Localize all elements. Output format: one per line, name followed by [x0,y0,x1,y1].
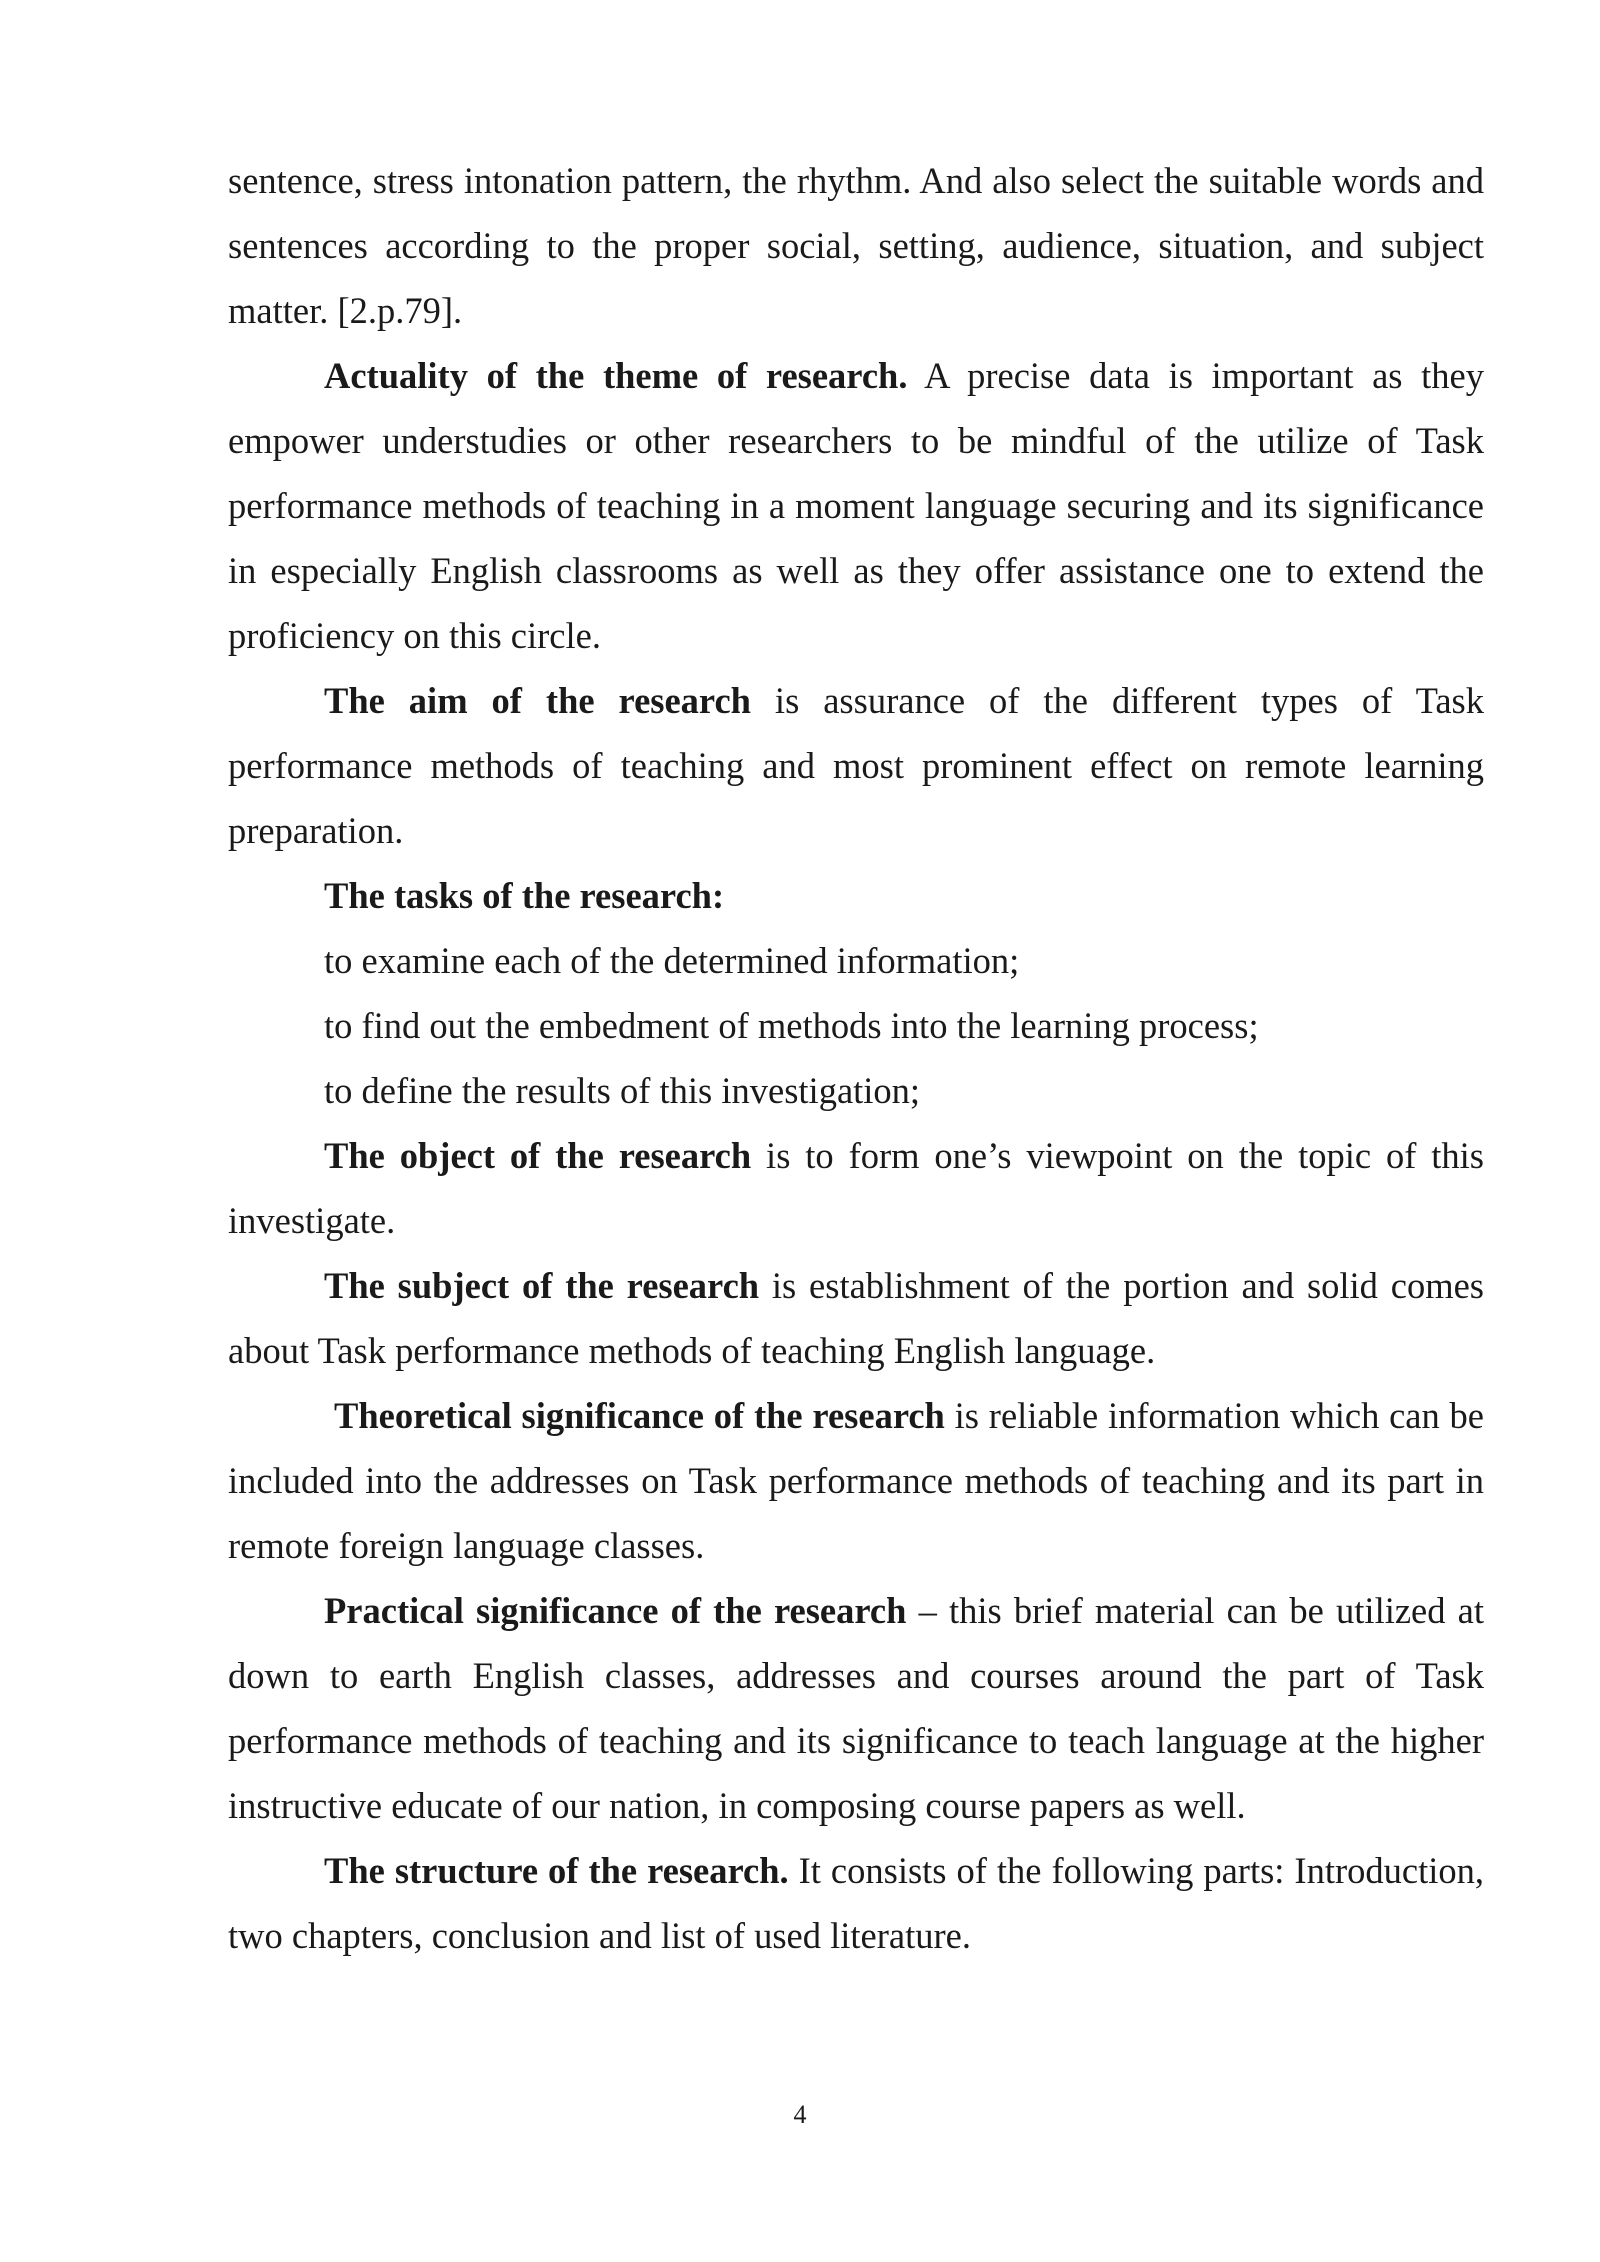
paragraph-heading: Theoretical significance of the research [334,1395,945,1436]
paragraph-heading: The subject of the research [324,1265,760,1306]
paragraph-text: – this brief material can be utilized at down to earth English classes, addresses and courses around the part of Task performance methods of teaching and its significance to teach language at the higher instructive educate of our nation, in composing course papers as well. [228,1590,1484,1826]
task-item [228,993,1484,1058]
paragraph-text: sentence, stress intonation pattern, the rhythm. And also select the suitable words and sentences according to the proper social, setting, audience, situation, and subject matter. [2.p.79]. [228,160,1484,331]
paragraph-text: It consists of the following parts: Introduction, two chapters, conclusion and list of used literature. [228,1850,1484,1956]
paragraph-continuation [228,148,1484,343]
paragraph-heading: Practical significance of the research [324,1590,907,1631]
paragraph-object [228,1123,1484,1253]
tasks-heading-line [228,863,1484,928]
paragraph-heading: The structure of the research. [324,1850,789,1891]
task-item-text: to find out the embedment of methods into the learning process; [324,1005,1259,1046]
paragraph-text: is establishment of the portion and solid comes about Task performance methods of teaching English language. [228,1265,1484,1371]
paragraph-heading: The object of the research [324,1135,752,1176]
paragraph-subject [228,1253,1484,1383]
page-body [228,148,1484,1968]
paragraph-structure [228,1838,1484,1968]
paragraph-text: A precise data is important as they empower understudies or other researchers to be mindful of the utilize of Task performance methods of teaching in a moment language securing and its significance in especially English classrooms as well as they offer assistance one to extend the proficiency on this circle. [228,355,1484,656]
task-item [228,1058,1484,1123]
paragraph-text: is assurance of the different types of Task performance methods of teaching and most prominent effect on remote learning preparation. [228,680,1485,851]
paragraph-heading: Actuality of the theme of research. [324,355,908,396]
paragraph-text: is to form one’s viewpoint on the topic of this investigate. [228,1135,1484,1241]
task-item-text: to define the results of this investigation; [324,1070,921,1111]
task-item-text: to examine each of the determined information; [324,940,1020,981]
paragraph-theoretical-significance [228,1383,1484,1578]
paragraph-text: is reliable information which can be included into the addresses on Task performance methods of teaching and its part in remote foreign language classes. [228,1395,1484,1566]
paragraph-aim [228,668,1484,863]
task-item [228,928,1484,993]
paragraph-heading: The aim of the research [324,680,751,721]
page-number: 4 [793,2100,807,2129]
paragraph-practical-significance [228,1578,1484,1838]
paragraph-actuality [228,343,1484,668]
paragraph-heading: The tasks of the research: [324,875,725,916]
